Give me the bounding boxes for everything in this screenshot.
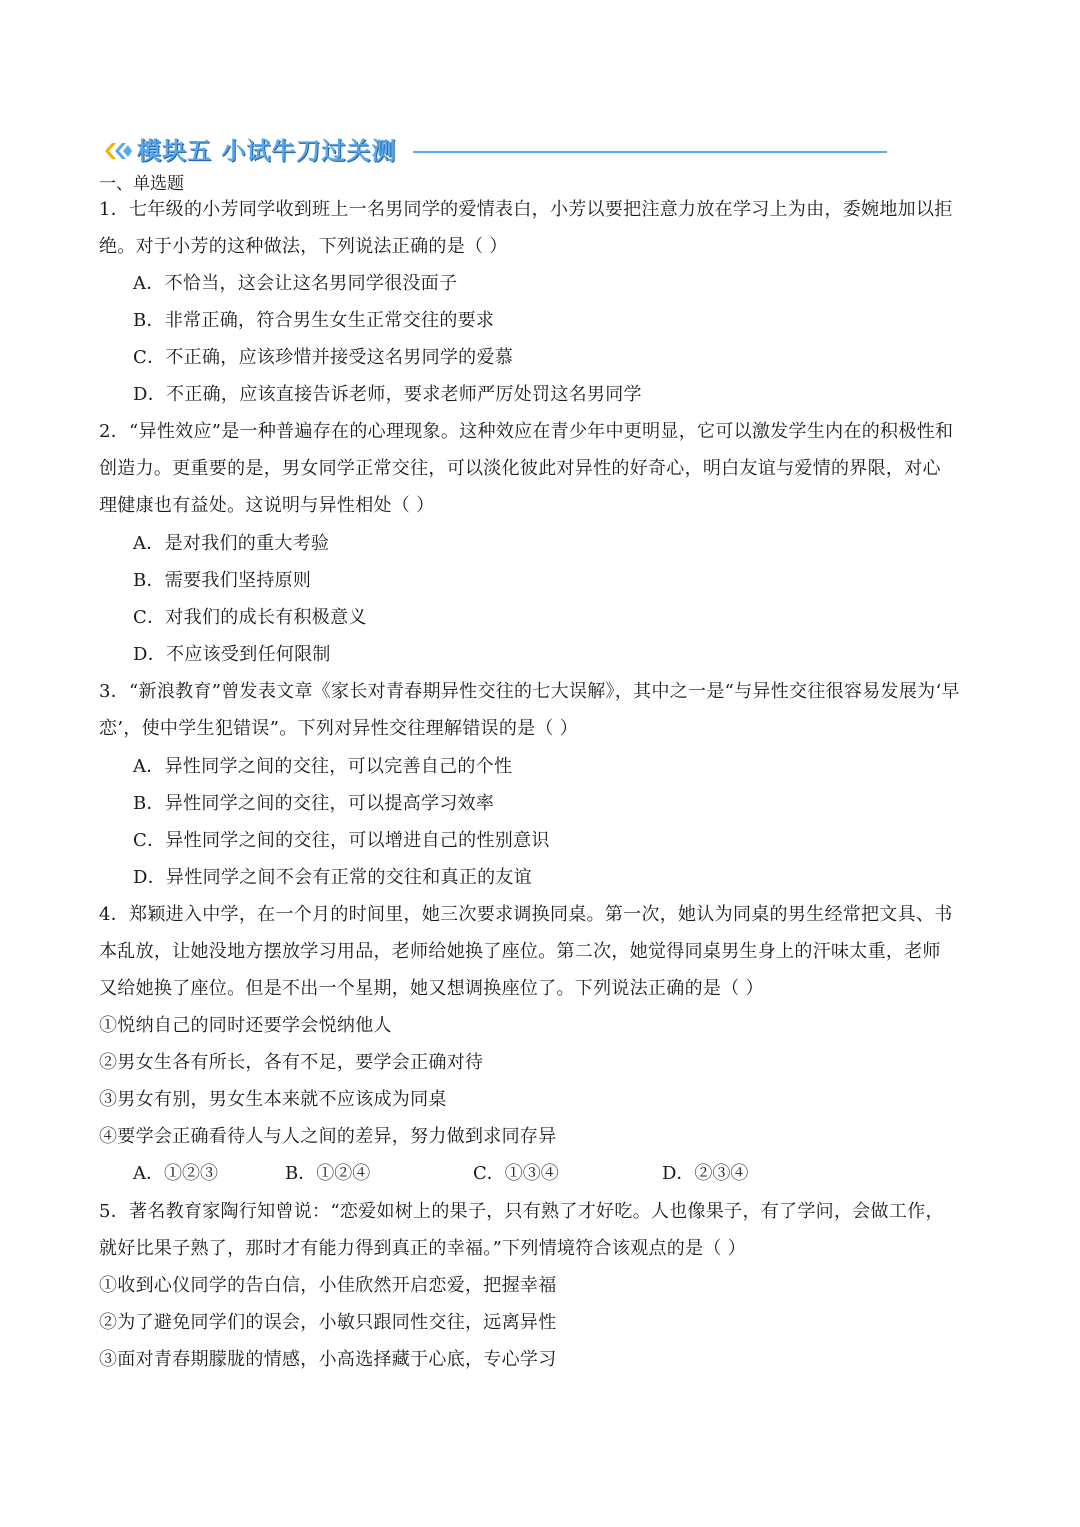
question-5-statement-1: ①收到心仪同学的告白信，小佳欣然开启恋爱，把握幸福 [99, 1275, 557, 1296]
question-2-option-d: D．不应该受到任何限制 [133, 644, 331, 665]
question-5-line-2: 就好比果子熟了，那时才有能力得到真正的幸福。”下列情境符合该观点的是（ ） [99, 1238, 747, 1259]
question-3-option-a: A．异性同学之间的交往，可以完善自己的个性 [133, 756, 513, 777]
question-1-option-b: B．非常正确，符合男生女生正常交往的要求 [133, 310, 495, 331]
question-4-line-1: 4．郑颖进入中学，在一个月的时间里，她三次要求调换同桌。第一次，她认为同桌的男生经常把文具、书 [99, 904, 953, 925]
question-4-line-3: 又给她换了座位。但是不出一个星期，她又想调换座位了。下列说法正确的是（ ） [99, 978, 764, 999]
question-4-choice-a: A．①②③ [133, 1163, 218, 1184]
question-3-option-d: D．异性同学之间不会有正常的交往和真正的友谊 [133, 867, 533, 888]
question-4-choice-d: D．②③④ [662, 1163, 749, 1184]
question-2-line-1: 2．“异性效应”是一种普遍存在的心理现象。这种效应在青少年中更明显，它可以激发学生内在的积极性和 [99, 421, 954, 442]
question-3-option-c: C．异性同学之间的交往，可以增进自己的性别意识 [133, 830, 550, 851]
question-4-line-2: 本乱放，让她没地方摆放学习用品，老师给她换了座位。第二次，她觉得同桌男生身上的汗味太重，老师 [99, 941, 941, 962]
question-4-choice-c: C．①③④ [473, 1163, 559, 1184]
question-3-line-1: 3．“新浪教育”曾发表文章《家长对青春期异性交往的七大误解》，其中之一是“与异性交往很容易发展为‘早 [99, 681, 960, 702]
question-5-statement-2: ②为了避免同学们的误会，小敏只跟同性交往，远离异性 [99, 1312, 557, 1333]
question-4-statement-3: ③男女有别，男女生本来就不应该成为同桌 [99, 1089, 447, 1110]
question-1-line-2: 绝。对于小芳的这种做法，下列说法正确的是（ ） [99, 236, 508, 257]
question-2-option-c: C．对我们的成长有积极意义 [133, 607, 367, 628]
module-title: 模块五 小试牛刀过关测 [137, 137, 397, 165]
question-5-statement-3: ③面对青春期朦胧的情感，小高选择藏于心底，专心学习 [99, 1349, 557, 1370]
question-5-line-1: 5．著名教育家陶行知曾说：“恋爱如树上的果子，只有熟了才好吃。人也像果子，有了学问，会做工作， [99, 1201, 944, 1222]
question-1-option-a: A．不恰当，这会让这名男同学很没面子 [133, 273, 458, 294]
module-divider-line [413, 151, 887, 153]
double-chevron-icon [103, 140, 133, 162]
question-2-line-2: 创造力。更重要的是，男女同学正常交往，可以淡化彼此对异性的好奇心，明白友谊与爱情的界限，对心 [99, 458, 941, 479]
module-header [103, 134, 793, 168]
question-3-option-b: B．异性同学之间的交往，可以提高学习效率 [133, 793, 495, 814]
question-4-statement-4: ④要学会正确看待人与人之间的差异，努力做到求同存异 [99, 1126, 557, 1147]
question-2-option-a: A．是对我们的重大考验 [133, 533, 330, 554]
question-4-statement-2: ②男女生各有所长，各有不足，要学会正确对待 [99, 1052, 484, 1073]
question-1-option-c: C．不正确，应该珍惜并接受这名男同学的爱慕 [133, 347, 514, 368]
question-4-statement-1: ①悦纳自己的同时还要学会悦纳他人 [99, 1015, 392, 1036]
question-1-line-1: 1．七年级的小芳同学收到班上一名男同学的爱情表白，小芳以要把注意力放在学习上为由，委婉地加以拒 [99, 199, 953, 220]
question-4-choice-b: B．①②④ [285, 1163, 371, 1184]
question-3-line-2: 恋’，使中学生犯错误”。下列对异性交往理解错误的是（ ） [99, 718, 579, 739]
question-4-choices [133, 1162, 833, 1186]
section-label: 一、单选题 [99, 174, 184, 194]
question-2-line-3: 理健康也有益处。这说明与异性相处（ ） [99, 495, 435, 516]
question-2-option-b: B．需要我们坚持原则 [133, 570, 312, 591]
question-1-option-d: D．不正确，应该直接告诉老师，要求老师严厉处罚这名男同学 [133, 384, 642, 405]
